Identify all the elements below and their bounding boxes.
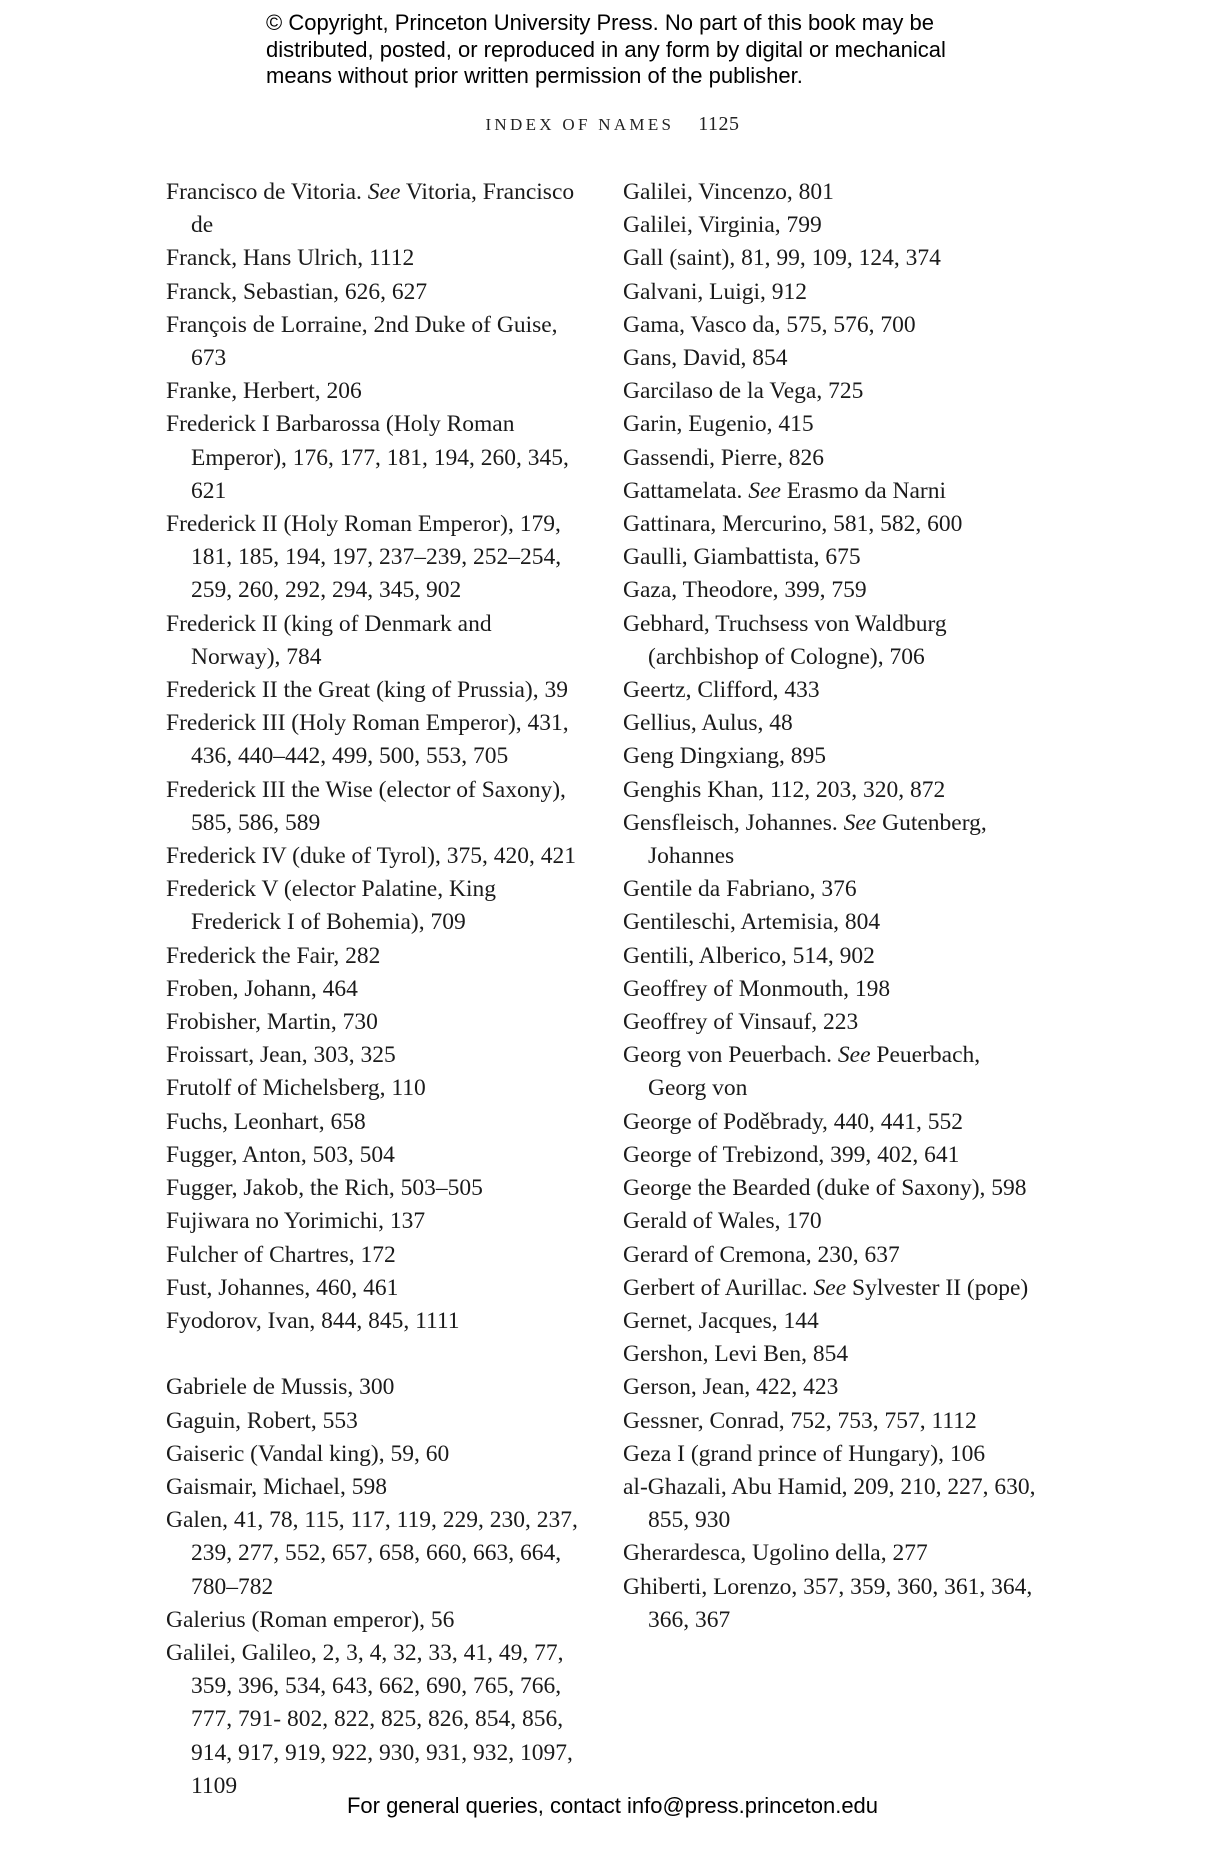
index-entry: Gaguin, Robert, 553 <box>166 1407 358 1434</box>
index-entry: François de Lorraine, 2nd Duke of Guise, 673 <box>166 311 558 372</box>
index-entry: Gherardesca, Ugolino della, 277 <box>623 1540 928 1567</box>
index-entry: Frutolf of Michelsberg, 110 <box>166 1075 426 1102</box>
index-entry: Garcilaso de la Vega, 725 <box>623 378 864 405</box>
index-entry: Froben, Johann, 464 <box>166 975 358 1002</box>
index-entry: Gans, David, 854 <box>623 345 788 372</box>
index-entry: Frederick IV (duke of Tyrol), 375, 420, 421 <box>166 843 576 870</box>
index-entry: Geza I (grand prince of Hungary), 106 <box>623 1440 986 1467</box>
index-entry: Gebhard, Truchsess von Waldburg (archbishop of Cologne), 706 <box>623 610 947 670</box>
index-entry: Frederick II (Holy Roman Emperor), 179, 181, 185, 194, 197, 237–239, 252–254, 259, 260, 292, 294, 345, 902 <box>166 511 562 604</box>
index-entry: Frederick III the Wise (elector of Saxony), 585, 586, 589 <box>166 776 566 836</box>
index-entry: Galilei, Galileo, 2, 3, 4, 32, 33, 41, 49, 77, 359, 396, 534, 643, 662, 690, 765, 766, 777, 791- 802, 822, 825, 826, 854, 856, 914, 917, 919, 922, 930, 931, 932, 1097, 1109 <box>166 1639 573 1799</box>
index-entry: Frederick the Fair, 282 <box>166 942 381 969</box>
index-entry: Galvani, Luigi, 912 <box>623 278 808 305</box>
index-entry: Gensfleisch, Johannes. See Gutenberg, Johannes <box>623 809 987 870</box>
index-entry: Gessner, Conrad, 752, 753, 757, 1112 <box>623 1407 977 1434</box>
index-entry: Fust, Johannes, 460, 461 <box>166 1274 399 1301</box>
index-entry: Frederick V (elector Palatine, King Frederick I of Bohemia), 709 <box>166 876 496 936</box>
index-entry: George of Trebizond, 399, 402, 641 <box>623 1141 960 1168</box>
index-column-left <box>166 176 586 1803</box>
index-entry: Gaismair, Michael, 598 <box>166 1473 387 1500</box>
index-entry: Frederick II (king of Denmark and Norway), 784 <box>166 610 492 670</box>
index-entry: Garin, Eugenio, 415 <box>623 411 814 438</box>
index-entry: Froissart, Jean, 303, 325 <box>166 1042 396 1069</box>
index-entry: Gattamelata. See Erasmo da Narni <box>623 477 947 504</box>
index-entry: Gerbert of Aurillac. See Sylvester II (pope) <box>623 1274 1029 1301</box>
index-entry: Fugger, Jakob, the Rich, 503–505 <box>166 1175 483 1202</box>
index-entry: Ghiberti, Lorenzo, 357, 359, 360, 361, 364, 366, 367 <box>623 1573 1033 1633</box>
index-entry: Franke, Herbert, 206 <box>166 378 362 405</box>
index-entry: Gellius, Aulus, 48 <box>623 710 793 737</box>
index-entry: Fujiwara no Yorimichi, 137 <box>166 1208 426 1235</box>
index-entry: Frederick I Barbarossa (Holy Roman Emperor), 176, 177, 181, 194, 260, 345, 621 <box>166 411 569 504</box>
letter-group-spacer <box>166 1338 586 1371</box>
index-entry: Georg von Peuerbach. See Peuerbach, Georg von <box>623 1042 981 1102</box>
index-entry: Gattinara, Mercurino, 581, 582, 600 <box>623 511 963 538</box>
index-entry: Geertz, Clifford, 433 <box>623 677 820 704</box>
page-number: 1125 <box>698 113 740 135</box>
index-entry: Galerius (Roman emperor), 56 <box>166 1606 455 1633</box>
index-entry: Frobisher, Martin, 730 <box>166 1009 378 1036</box>
index-entry: Galen, 41, 78, 115, 117, 119, 229, 230, 237, 239, 277, 552, 657, 658, 660, 663, 664, 780–782 <box>166 1507 578 1600</box>
index-entry: Gerard of Cremona, 230, 637 <box>623 1241 900 1268</box>
index-entry: Gernet, Jacques, 144 <box>623 1307 819 1334</box>
index-entry: Gabriele de Mussis, 300 <box>166 1374 395 1401</box>
copyright-notice: © Copyright, Princeton University Press. No part of this book may be distributed, posted, or reproduced in any form by digital or mechanical means without prior written permission of the publisher. <box>266 10 946 88</box>
index-entry: Fyodorov, Ivan, 844, 845, 1111 <box>166 1307 460 1334</box>
index-entry: Galilei, Vincenzo, 801 <box>623 179 834 205</box>
index-entry: Fulcher of Chartres, 172 <box>166 1241 396 1268</box>
index-entry: Gentile da Fabriano, 376 <box>623 876 857 903</box>
index-entry: Gaiseric (Vandal king), 59, 60 <box>166 1440 450 1467</box>
index-entry: Gassendi, Pierre, 826 <box>623 444 825 471</box>
running-head-title: INDEX OF NAMES <box>485 115 675 134</box>
index-entry: George the Bearded (duke of Saxony), 598 <box>623 1175 1027 1202</box>
index-entry: Gaza, Theodore, 399, 759 <box>623 577 867 604</box>
index-entry: Fugger, Anton, 503, 504 <box>166 1141 395 1168</box>
index-entry: Franck, Hans Ulrich, 1112 <box>166 245 415 272</box>
index-entry: Frederick II the Great (king of Prussia), 39 <box>166 677 568 704</box>
index-column-right <box>623 176 1043 1637</box>
index-entry: Gall (saint), 81, 99, 109, 124, 374 <box>623 245 941 272</box>
footer-contact: For general queries, contact info@press.princeton.edu <box>346 1793 879 1818</box>
index-entry: Gerson, Jean, 422, 423 <box>623 1374 839 1401</box>
index-entry: Galilei, Virginia, 799 <box>623 212 822 239</box>
index-entry: Geoffrey of Vinsauf, 223 <box>623 1009 859 1036</box>
index-entry: George of Poděbrady, 440, 441, 552 <box>623 1108 964 1135</box>
index-entry: Gama, Vasco da, 575, 576, 700 <box>623 311 916 338</box>
index-entry: Gershon, Levi Ben, 854 <box>623 1341 849 1368</box>
index-entry: Geoffrey of Monmouth, 198 <box>623 975 891 1002</box>
index-entry: Geng Dingxiang, 895 <box>623 743 826 770</box>
index-entry: Gentileschi, Artemisia, 804 <box>623 909 881 936</box>
index-entry: Genghis Khan, 112, 203, 320, 872 <box>623 776 946 803</box>
index-entry: Gerald of Wales, 170 <box>623 1208 822 1235</box>
index-entry: Francisco de Vitoria. See Vitoria, Francisco de <box>166 179 575 239</box>
index-entry: Frederick III (Holy Roman Emperor), 431, 436, 440–442, 499, 500, 553, 705 <box>166 710 569 770</box>
running-head <box>0 113 1225 136</box>
index-entry: al-Ghazali, Abu Hamid, 209, 210, 227, 630, 855, 930 <box>623 1473 1036 1534</box>
index-entry: Fuchs, Leonhart, 658 <box>166 1108 366 1135</box>
index-entry: Gaulli, Giambattista, 675 <box>623 544 861 571</box>
index-entry: Franck, Sebastian, 626, 627 <box>166 278 428 305</box>
index-entry: Gentili, Alberico, 514, 902 <box>623 942 875 969</box>
